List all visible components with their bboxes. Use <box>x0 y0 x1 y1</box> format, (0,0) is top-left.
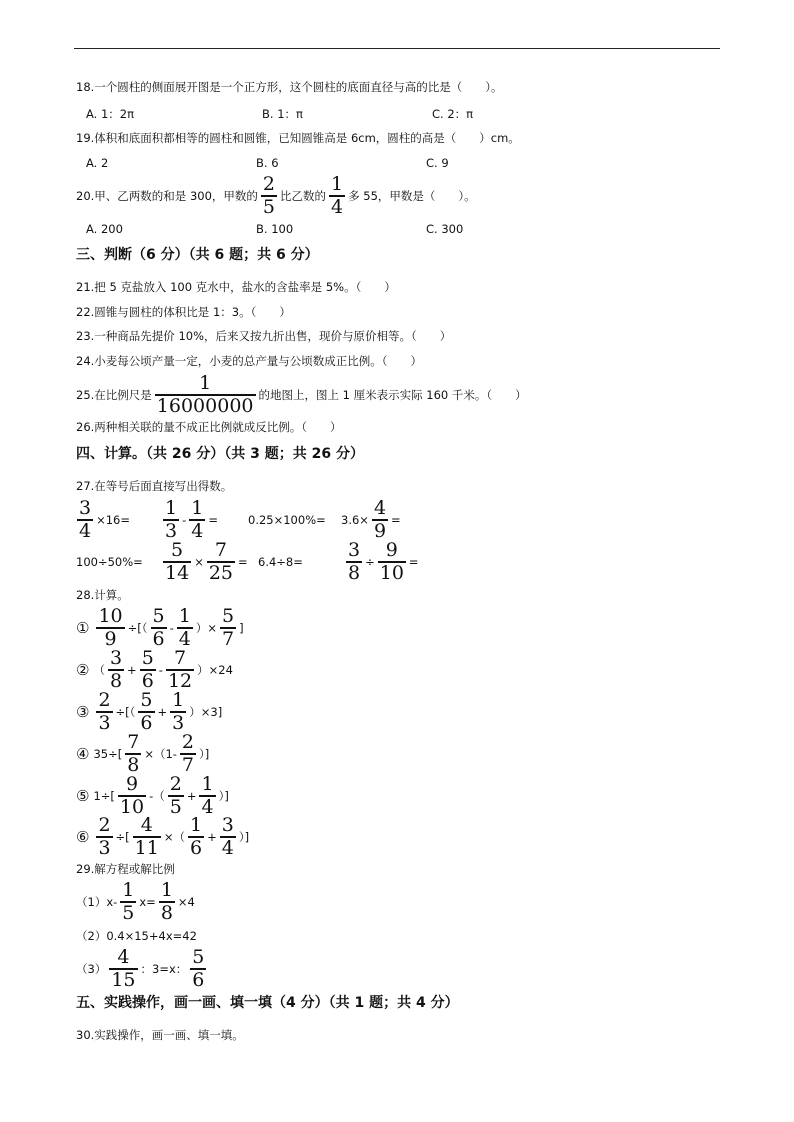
q27-item-7 <box>258 539 303 585</box>
q29-p1-text-mid: x= <box>139 895 156 909</box>
q27-item-6-fraction-1: $\frac{5}{14}$ <box>165 539 190 584</box>
q27-item-4-equals: = <box>391 513 401 527</box>
q28-e6-text-1: ÷[ <box>115 830 130 844</box>
q28-e3-fraction-1: $\frac{2}{3}$ <box>98 689 111 734</box>
q27-item-6-fraction-2: $\frac{7}{25}$ <box>208 539 234 584</box>
q29-p1-fraction-1: $\frac{1}{5}$ <box>122 879 135 924</box>
q18-option-c: C. 2：π <box>432 107 474 121</box>
q28-e2-text-2: - <box>158 663 163 677</box>
q19-option-b: B. 6 <box>256 156 279 170</box>
q28-expression-3-marker: ③ <box>76 703 90 721</box>
q28-e4-fraction-2: $\frac{2}{7}$ <box>181 731 195 776</box>
q29-p3-text-mid: ：3=x： <box>140 962 188 976</box>
q27-item-1-text: ×16= <box>96 513 130 527</box>
header-rule <box>74 48 720 49</box>
q20-text-post: 多 55，甲数是（ ）。 <box>348 189 476 203</box>
q28-expression-2-marker: ② <box>76 661 90 679</box>
q29-p1-fraction-2: $\frac{1}{8}$ <box>160 879 173 924</box>
q28-e6-fraction-1: $\frac{2}{3}$ <box>98 814 111 859</box>
q28-e5-fraction-3: $\frac{1}{4}$ <box>201 773 214 818</box>
q28-e6-text-3: + <box>207 830 217 844</box>
q28-e3-text-1: ÷[（ <box>115 705 136 719</box>
question-24: 24.小麦每公顷产量一定，小麦的总产量与公顷数成正比例。（ ） <box>76 354 423 368</box>
q28-e5-text-3: ）] <box>218 789 229 803</box>
q28-expression-6-marker: ⑥ <box>76 828 90 846</box>
q27-title: 27.在等号后面直接写出得数。 <box>76 479 233 493</box>
q27-item-7-text: 6.4÷8= <box>258 555 303 569</box>
q20-fraction-1: $\frac{2}{5}$ <box>262 173 275 218</box>
question-30: 30.实践操作，画一画、填一填。 <box>76 1028 244 1042</box>
q28-e3-fraction-2: $\frac{5}{6}$ <box>140 689 153 734</box>
q27-item-4 <box>341 497 401 543</box>
q27-item-2-operator: - <box>182 513 187 527</box>
q27-item-2 <box>160 497 218 543</box>
q27-item-4-fraction: $\frac{4}{9}$ <box>373 497 387 542</box>
q28-expression-3 <box>76 689 222 735</box>
q27-item-4-text: 3.6× <box>341 513 369 527</box>
q25-text-pre: 25.在比例尺是 <box>76 388 152 402</box>
question-21: 21.把 5 克盐放入 100 克水中，盐水的含盐率是 5%。（ ） <box>76 280 396 294</box>
q27-item-6-equals: = <box>238 555 248 569</box>
q28-e1-text-1: ÷[（ <box>127 621 148 635</box>
q28-e3-text-3: ）×3] <box>189 705 223 719</box>
q29-p1-text-post: ×4 <box>177 895 195 909</box>
q19-option-a: A. 2 <box>86 156 109 170</box>
question-19: 19.体积和底面积都相等的圆柱和圆锥，已知圆锥高是 6cm，圆柱的高是（ ）cm。 <box>76 131 520 145</box>
q27-item-2-fraction-2: $\frac{1}{4}$ <box>191 497 204 542</box>
q28-expression-1-marker: ① <box>76 619 90 637</box>
q28-e1-text-2: - <box>169 621 174 635</box>
q28-e6-text-4: ）] <box>238 830 250 844</box>
q20-option-c: C. 300 <box>426 222 464 236</box>
section-3-heading: 三、判断（6 分）（共 6 题；共 6 分） <box>76 247 319 263</box>
q28-e2-text-3: ）×24 <box>197 663 233 677</box>
q28-e4-text-2: ）] <box>199 747 210 761</box>
q29-part-2: （2）0.4×15+4x=42 <box>76 929 197 943</box>
q27-item-8-operator: ÷ <box>365 555 375 569</box>
question-18: 18.一个圆柱的侧面展开图是一个正方形，这个圆柱的底面直径与高的比是（ ）。 <box>76 80 503 94</box>
q29-p3-fraction-2: $\frac{5}{6}$ <box>192 946 205 991</box>
q29-part-3 <box>76 946 209 992</box>
q20-option-b: B. 100 <box>256 222 294 236</box>
q28-expression-4-marker: ④ <box>76 745 90 763</box>
q28-e1-fraction-2: $\frac{5}{6}$ <box>152 605 165 650</box>
q29-part-1 <box>76 879 195 925</box>
q28-e2-fraction-2: $\frac{5}{6}$ <box>141 647 154 692</box>
question-26: 26.两种相关联的量不成正比例就成反比例。（ ） <box>76 420 342 434</box>
q18-option-b: B. 1：π <box>262 107 303 121</box>
section-4-heading: 四、计算。（共 26 分）（共 3 题；共 26 分） <box>76 446 364 462</box>
q25-text-post: 的地图上，图上 1 厘米表示实际 160 千米。（ ） <box>258 388 527 402</box>
q28-expression-5 <box>76 773 229 819</box>
q28-e5-text-2: + <box>186 789 197 803</box>
q27-item-2-equals: = <box>208 513 218 527</box>
question-25 <box>76 372 527 418</box>
q28-e4-fraction-1: $\frac{7}{8}$ <box>127 731 140 776</box>
q28-title: 28.计算。 <box>76 588 129 602</box>
q28-e2-fraction-3: $\frac{7}{12}$ <box>167 647 193 692</box>
q27-item-8-fraction-2: $\frac{9}{10}$ <box>379 539 404 584</box>
q27-item-5 <box>76 539 143 585</box>
q28-e5-fraction-2: $\frac{2}{5}$ <box>169 773 182 818</box>
question-20 <box>76 173 476 219</box>
q28-e2-fraction-1: $\frac{3}{8}$ <box>109 647 123 692</box>
q28-e1-fraction-1: $\frac{10}{9}$ <box>98 605 123 650</box>
q28-e6-text-2: ×（ <box>163 830 185 844</box>
q20-text-mid: 比乙数的 <box>280 189 326 203</box>
q28-e2-text-0: （ <box>93 663 105 677</box>
q28-expression-4 <box>76 731 209 777</box>
q28-expression-5-marker: ⑤ <box>76 787 90 805</box>
section-5-heading: 五、实践操作，画一画、填一填（4 分）（共 1 题；共 4 分） <box>76 995 459 1011</box>
q28-expression-2 <box>76 647 233 693</box>
q28-e6-fraction-4: $\frac{3}{4}$ <box>221 814 234 859</box>
q28-e4-text-0: 35÷[ <box>93 747 123 761</box>
q28-expression-1 <box>76 605 244 651</box>
question-23: 23.一种商品先提价 10%，后来又按九折出售，现价与原价相等。（ ） <box>76 329 452 343</box>
q27-item-6 <box>160 539 248 585</box>
q27-item-8-equals: = <box>408 555 419 569</box>
q29-p3-fraction-1: $\frac{4}{15}$ <box>111 946 136 991</box>
q27-item-5-text: 100÷50%= <box>76 555 143 569</box>
q29-p1-text-pre: （1）x- <box>76 895 118 909</box>
q27-item-3-text: 0.25×100%= <box>248 513 326 527</box>
q27-item-1-fraction: $\frac{3}{4}$ <box>79 497 92 542</box>
q27-item-6-operator: × <box>194 555 204 569</box>
question-22: 22.圆锥与圆柱的体积比是 1：3。（ ） <box>76 305 291 319</box>
q28-e1-text-4: ] <box>239 621 244 635</box>
q27-item-2-fraction-1: $\frac{1}{3}$ <box>165 497 178 542</box>
q28-e6-fraction-2: $\frac{4}{11}$ <box>134 814 159 859</box>
q27-item-8 <box>343 539 419 585</box>
q28-e5-text-1: -（ <box>149 789 165 803</box>
q28-e3-fraction-3: $\frac{1}{3}$ <box>172 689 185 734</box>
q27-item-8-fraction-1: $\frac{3}{8}$ <box>348 539 361 584</box>
q28-e5-fraction-1: $\frac{9}{10}$ <box>119 773 145 818</box>
q28-e1-fraction-4: $\frac{5}{7}$ <box>222 605 235 650</box>
q25-scale-fraction: $\frac{1}{16000000}$ <box>156 372 254 417</box>
q20-text-pre: 20.甲、乙两数的和是 300，甲数的 <box>76 189 258 203</box>
q27-item-3 <box>248 497 326 543</box>
q28-e4-text-1: ×（1- <box>144 747 177 761</box>
q29-p3-text-pre: （3） <box>76 962 107 976</box>
q28-e6-fraction-3: $\frac{1}{6}$ <box>190 814 203 859</box>
q28-expression-6 <box>76 814 249 860</box>
q28-e2-text-1: + <box>127 663 137 677</box>
q28-e1-text-3: ）× <box>195 621 217 635</box>
q19-option-c: C. 9 <box>426 156 449 170</box>
q18-option-a: A. 1：2π <box>86 107 135 121</box>
q27-item-1 <box>74 497 130 543</box>
q20-option-a: A. 200 <box>86 222 123 236</box>
q28-e5-text-0: 1÷[ <box>93 789 115 803</box>
q29-title: 29.解方程或解比例 <box>76 862 175 876</box>
q28-e1-fraction-3: $\frac{1}{4}$ <box>178 605 191 650</box>
q20-fraction-2: $\frac{1}{4}$ <box>331 173 344 218</box>
q28-e3-text-2: + <box>157 705 168 719</box>
